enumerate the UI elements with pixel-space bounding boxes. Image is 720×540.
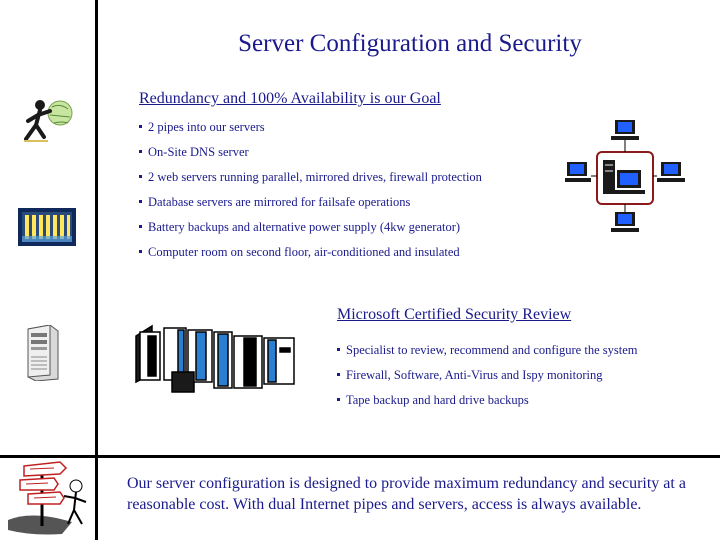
horizontal-divider (0, 455, 720, 458)
list-item: 2 web servers running parallel, mirrored drives, firewall protection (139, 169, 482, 194)
network-diagram-icon (565, 118, 690, 238)
signpost-person-icon (2, 460, 94, 538)
list-item: Computer room on second floor, air-conditioned and insulated (139, 244, 482, 269)
section-heading-redundancy: Redundancy and 100% Availability is our Goal (139, 90, 441, 107)
page-title: Server Configuration and Security (238, 30, 582, 57)
list-item: Firewall, Software, Anti-Virus and Ispy monitoring (337, 367, 637, 392)
vertical-divider (95, 0, 98, 540)
server-rack-icon (18, 208, 76, 246)
security-review-list (337, 342, 637, 417)
tower-server-icon (20, 325, 60, 381)
footer-statement: Our server configuration is designed to provide maximum redundancy and security at a reasonable cost. With dual Internet pipes and servers, access is always available. (127, 475, 686, 513)
server-cabinets-icon (130, 318, 300, 398)
list-item: Battery backups and alternative power supply (4kw generator) (139, 219, 482, 244)
redundancy-list (139, 119, 482, 269)
list-item: 2 pipes into our servers (139, 119, 482, 144)
person-globe-icon (18, 95, 78, 145)
list-item: On-Site DNS server (139, 144, 482, 169)
section-heading-security-review: Microsoft Certified Security Review (337, 306, 572, 323)
list-item: Database servers are mirrored for failsafe operations (139, 194, 482, 219)
list-item: Tape backup and hard drive backups (337, 392, 637, 417)
list-item: Specialist to review, recommend and configure the system (337, 342, 637, 367)
